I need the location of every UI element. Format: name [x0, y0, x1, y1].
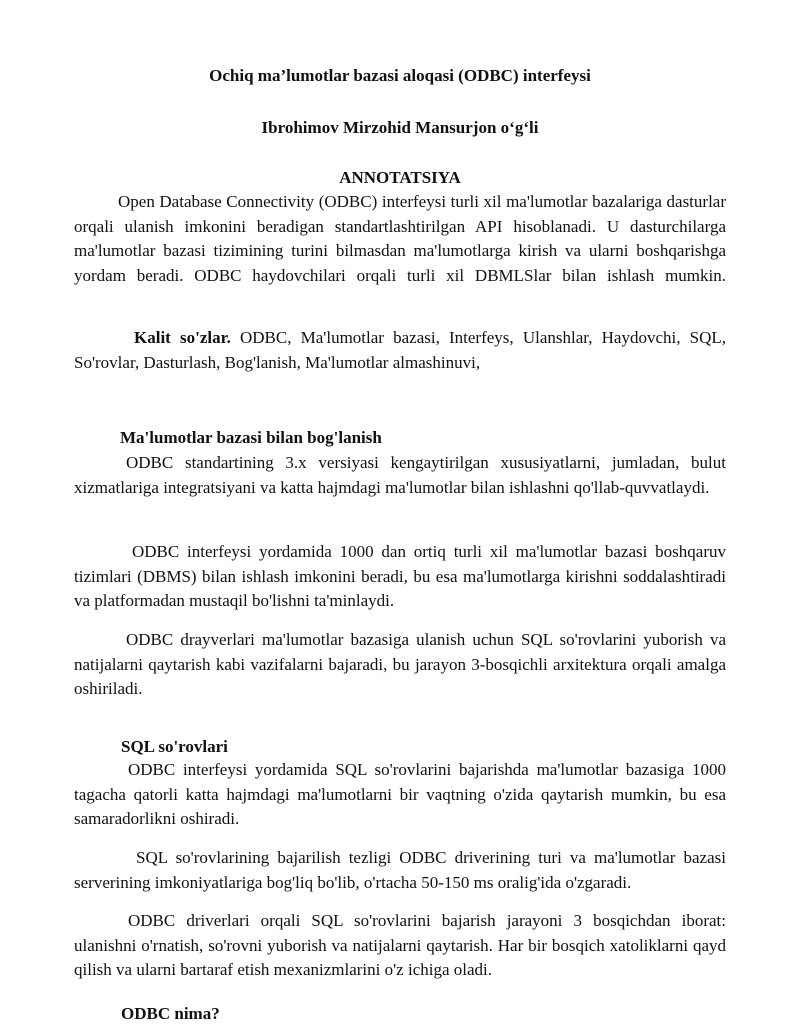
section1-paragraph-2: ODBC interfeysi yordamida 1000 dan ortiq turli xil ma'lumotlar bazasi boshqaruv tizimlari (DBMS) bilan ishlash imkonini beradi, bu esa ma'lumotlarga kirishni soddalashtiradi va platformadan mustaqil bo'lishni ta'minlaydi.	[74, 542, 726, 610]
keywords-label: Kalit so'zlar.	[134, 328, 231, 347]
document-title: Ochiq ma’lumotlar bazasi aloqasi (ODBC) interfeysi	[209, 66, 591, 85]
section2-paragraph-3: ODBC driverlari orqali SQL so'rovlarini bajarish jarayoni 3 bosqichdan iborat: ulanishni o'rnatish, so'rovni yuborish va natijalarni qaytarish. Har bir bosqich xatoliklarni qayd qilish va ularni bartaraf etish mexanizmlarini o'z ichiga oladi.	[74, 911, 726, 979]
keywords-paragraph	[74, 326, 726, 375]
section2-paragraph-1: ODBC interfeysi yordamida SQL so'rovlarini bajarishda ma'lumotlar bazasiga 1000 tagacha qatorli katta hajmdagi ma'lumotlarni bir vaqtning o'zida qaytarish mumkin, bu esa samaradorlikni oshiradi.	[74, 760, 726, 828]
abstract-paragraph: Open Database Connectivity (ODBC) interfeysi turli xil ma'lumotlar bazalariga dasturlar orqali ulanish imkonini beradigan standartlashtirilgan API hisoblanadi. U dasturchilarga ma'lumotlar bazasi tizimining turini bilmasdan ma'lumotlarga kirish va ularni boshqarishga yordam beradi. ODBC haydovchilari orqali turli xil DBMLSlar bilan ishlash mumkin.	[74, 192, 726, 285]
section-heading-connection: Ma'lumotlar bazasi bilan bog'lanish	[120, 428, 382, 447]
section-heading-what-is-odbc: ODBC nima?	[121, 1004, 220, 1023]
keywords-list: ODBC, Ma'lumotlar bazasi, Interfeys, Ulanshlar, Haydovchi, SQL, So'rovlar, Dasturlash, Bog'lanish, Ma'lumotlar almashinuvi,	[74, 328, 726, 372]
section2-paragraph-2: SQL so'rovlarining bajarilish tezligi ODBC driverining turi va ma'lumotlar bazasi serverining imkoniyatlariga bog'liq bo'lib, o'rtacha 50-150 ms oralig'ida o'zgaradi.	[74, 848, 726, 892]
author-name: Ibrohimov Mirzohid Mansurjon o‘g‘li	[261, 118, 539, 137]
abstract-heading: ANNOTATSIYA	[339, 168, 461, 187]
section-heading-sql: SQL so'rovlari	[121, 737, 228, 756]
section1-paragraph-1: ODBC standartining 3.x versiyasi kengaytirilgan xususiyatlarni, jumladan, bulut xizmatlariga integratsiyani va katta hajmdagi ma'lumotlar bilan ishlashni qo'llab-quvvatlaydi.	[74, 453, 726, 497]
section1-paragraph-3: ODBC drayverlari ma'lumotlar bazasiga ulanish uchun SQL so'rovlarini yuborish va natijalarni qaytarish kabi vazifalarni bajaradi, bu jarayon 3-bosqichli arxitektura orqali amalga oshiriladi.	[74, 630, 726, 698]
